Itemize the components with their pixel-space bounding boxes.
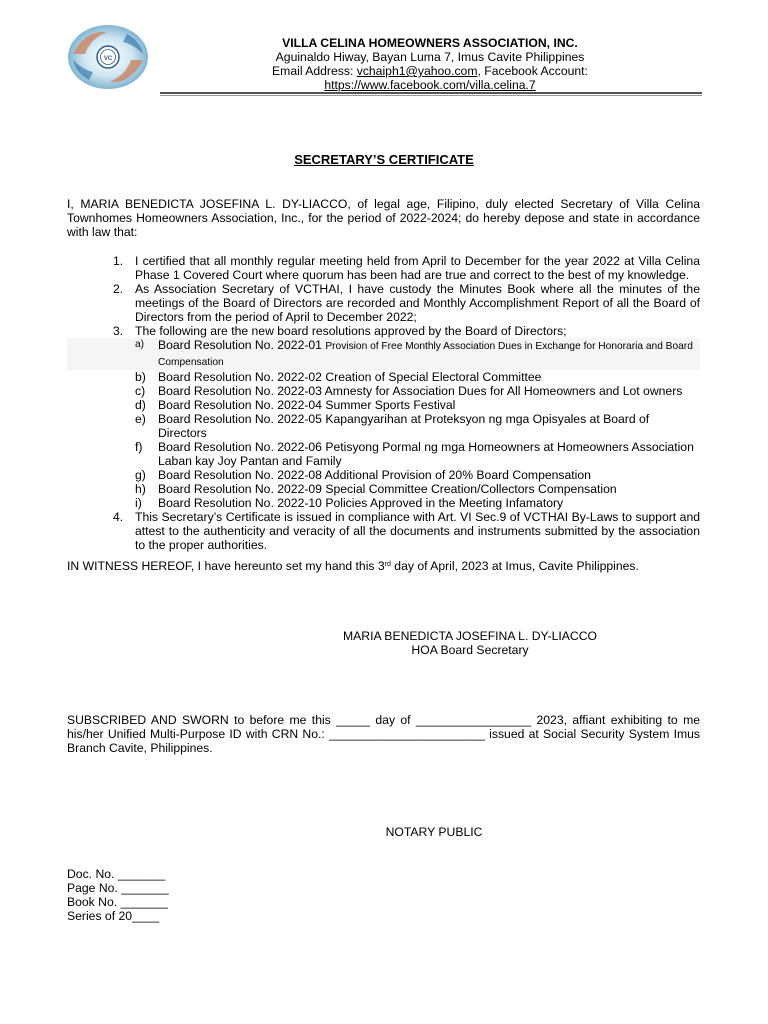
resolution-letter: a) (135, 339, 145, 350)
email-label: Email Address: (272, 64, 357, 78)
resolution-letter: c) (135, 384, 146, 398)
header-divider (160, 92, 702, 94)
resolution-letter: b) (135, 370, 146, 384)
logo-initials: VC (103, 56, 113, 62)
signature-block (300, 629, 640, 657)
item-number: 1. (113, 254, 124, 268)
notary-public-label: NOTARY PUBLIC (385, 825, 483, 839)
resolution-prefix: Board Resolution No. 2022-01 (158, 338, 326, 352)
association-logo (67, 24, 149, 90)
witness-statement (67, 559, 700, 573)
resolution-item (67, 496, 700, 510)
contact-line (160, 64, 700, 78)
resolution-item (67, 412, 700, 440)
resolution-letter: g) (135, 468, 146, 482)
witness-text-end: day of April, 2023 at Imus, Cavite Philippines. (390, 559, 639, 573)
resolution-item (67, 398, 700, 412)
resolution-item (67, 468, 700, 482)
resolution-letter: e) (135, 412, 146, 426)
witness-text: IN WITNESS HEREOF, I have hereunto set my hand this 3 (67, 559, 385, 573)
resolution-item (67, 384, 700, 398)
list-item (67, 254, 700, 282)
resolution-text: Board Resolution No. 2022-08 Additional Provision of 20% Board Compensation (158, 468, 591, 482)
resolution-text: Board Resolution No. 2022-05 Kapangyarihan at Proteksyon ng mga Opisyales at Board of Directors (158, 412, 650, 440)
item-number: 3. (113, 324, 124, 338)
item-text: I certified that all monthly regular meeting held from April to December for the year 2022 at Villa Celina Phase 1 Covered Court where quorum has been had are true and correct to the best of my knowledge. (135, 254, 700, 282)
email-link[interactable]: vchaiph1@yahoo.com (356, 64, 478, 78)
signatory-name: MARIA BENEDICTA JOSEFINA L. DY-LIACCO (343, 629, 597, 643)
resolution-text: Board Resolution No. 2022-04 Summer Sports Festival (158, 398, 456, 412)
resolution-letter: f) (135, 440, 143, 454)
item-text: This Secretary’s Certificate is issued in compliance with Art. VI Sec.9 of VCTHAI By-Laws to support and attest to the authenticity and veracity of all the documents and instruments submitted by the association to the proper authorities. (135, 510, 700, 552)
intro-paragraph: I, MARIA BENEDICTA JOSEFINA L. DY-LIACCO, of legal age, Filipino, duly elected Secretary of Villa Celina Townhomes Homeowners Association, Inc., for the period of 2022-2024; do hereby depose and state in accordance with law that: (67, 197, 700, 239)
signatory-position: HOA Board Secretary (411, 643, 529, 657)
item-number: 4. (113, 510, 124, 524)
resolution-text: Board Resolution No. 2022-09 Special Committee Creation/Collectors Compensation (158, 482, 617, 496)
resolution-letter: h) (135, 482, 146, 496)
notarial-register-fields (67, 867, 367, 923)
header-divider-thin (160, 95, 702, 96)
letterhead (160, 36, 700, 92)
resolution-text: Board Resolution No. 2022-10 Policies Approved in the Meeting Infamatory (158, 496, 564, 510)
resolution-item (67, 338, 700, 370)
document-title: SECRETARY’S CERTIFICATE (294, 152, 474, 167)
jurat-paragraph: SUBSCRIBED AND SWORN to before me this _____ day of _________________ 2023, affiant exhibiting to me his/her Unified Multi-Purpose ID with CRN No.: _______________________ issued at Social Security System Imus Branch Cavite, Philippines. (67, 713, 700, 755)
item-text: The following are the new board resolutions approved by the Board of Directors; (135, 324, 567, 338)
facebook-label: , Facebook Account: (477, 64, 588, 78)
list-item (67, 282, 700, 324)
resolution-text: Board Resolution No. 2022-02 Creation of Special Electoral Committee (158, 370, 542, 384)
resolution-text: Board Resolution No. 2022-03 Amnesty for Association Dues for All Homeowners and Lot owners (158, 384, 683, 398)
doc-number-field: Doc. No. _______ (67, 867, 166, 881)
series-field: Series of 20____ (67, 909, 160, 923)
resolution-item (67, 482, 700, 496)
page-number-field: Page No. _______ (67, 881, 169, 895)
organization-name: VILLA CELINA HOMEOWNERS ASSOCIATION, INC. (282, 36, 578, 50)
list-item (67, 324, 700, 338)
resolution-item (67, 440, 700, 468)
resolution-text: Board Resolution No. 2022-06 Petisyong Pormal ng mga Homeowners at Homeowners Association Laban kay Joy Pantan and Family (158, 440, 694, 468)
book-number-field: Book No. _______ (67, 895, 168, 909)
organization-address: Aguinaldo Hiway, Bayan Luma 7, Imus Cavite Philippines (275, 50, 585, 64)
resolution-letter: d) (135, 398, 146, 412)
facebook-link[interactable]: https://www.facebook.com/villa.celina.7 (324, 78, 536, 92)
item-number: 2. (113, 282, 124, 296)
resolution-item (67, 370, 700, 384)
item-text: As Association Secretary of VCTHAI, I have custody the Minutes Book where all the minutes of the meetings of the Board of Directors are recorded and Monthly Accomplishment Report of all the Board of Directors from the period of April to December 2022; (135, 282, 700, 324)
witness-ordinal: rd (384, 561, 391, 568)
resolution-text: Provision of Free Monthly Association Dues in Exchange for Honoraria and Board Compensation (158, 341, 693, 368)
statement-list (67, 254, 700, 552)
list-item (67, 510, 700, 552)
resolution-letter: i) (135, 496, 142, 510)
